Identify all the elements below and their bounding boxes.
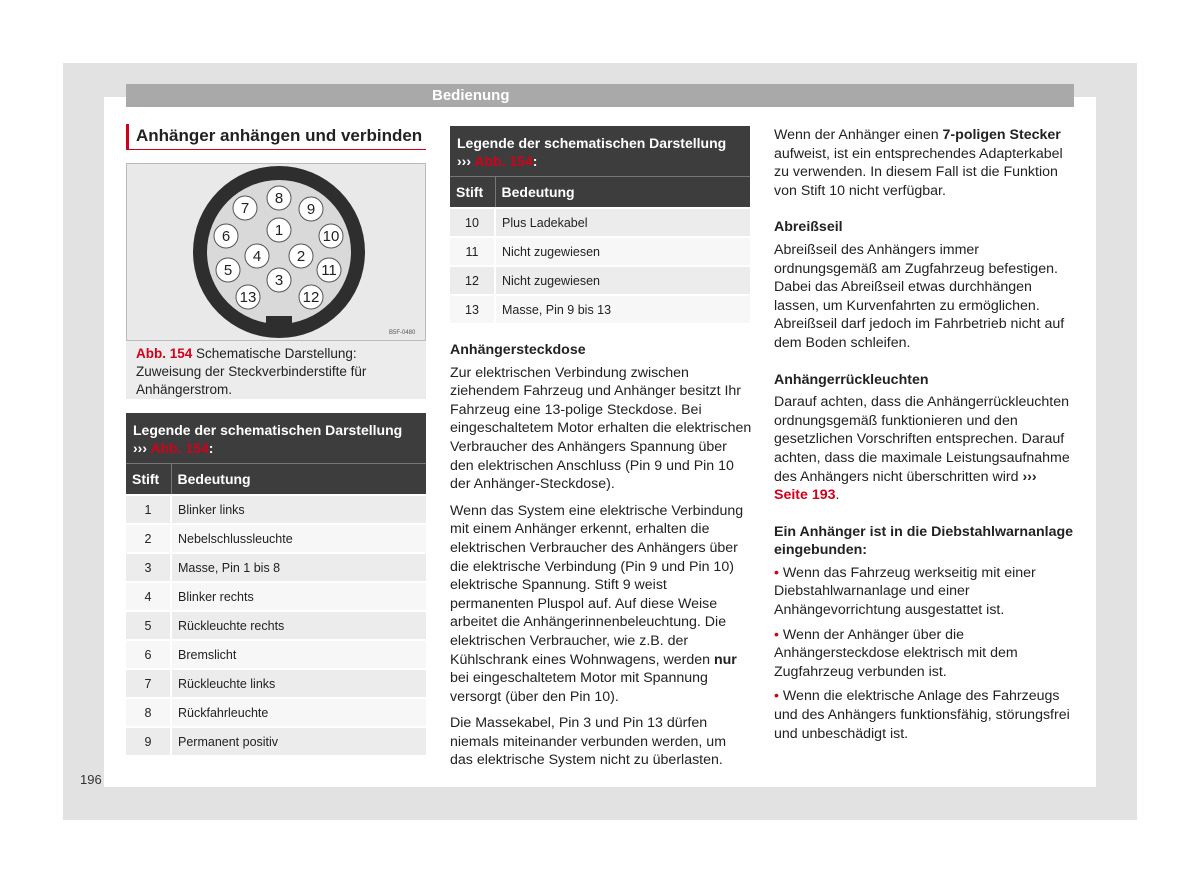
table-row — [450, 237, 750, 266]
pin-meaning: Plus Ladekabel — [495, 208, 750, 237]
pin-number: 1 — [126, 495, 171, 524]
pin-label: 3 — [274, 272, 284, 289]
pin-meaning: Permanent positiv — [171, 727, 426, 755]
col-bedeutung: Bedeutung — [495, 177, 750, 209]
legend-table-middle — [450, 126, 750, 323]
pin-number: 11 — [450, 237, 495, 266]
legend-ref-link[interactable]: Abb. 154 — [474, 153, 533, 169]
pin-number: 3 — [126, 553, 171, 582]
ref-arrow: ››› — [457, 153, 471, 169]
page-link-arrow[interactable]: ››› — [1022, 468, 1037, 485]
figure-code: B5F-0480 — [389, 330, 416, 336]
page-number: 196 — [80, 772, 102, 787]
pin-label: 12 — [302, 289, 320, 306]
pin-label: 6 — [221, 228, 231, 245]
figure-caption — [126, 341, 426, 399]
page-header — [126, 84, 1074, 107]
paragraph: Wenn das System eine elektrische Verbindung mit einem Anhänger erkennt, erhalten die elektrischen Verbraucher des Anhängers über die elektrische Verbindung (Pin 9 und Pin 10) elektrische Spannung. Stift 9 weist permanenten Pluspol auf. Auf diese Weise arbeitet die Anhängerinnenbeleuchtung. Die elektrischen Verbraucher, wie z.B. der Kühlschrank eines Wohnwagens, werden nur bei eingeschaltetem Motor mit Spannung versorgt (über den Pin 10). — [450, 502, 744, 705]
pin-label: 8 — [274, 190, 284, 207]
pin-meaning: Masse, Pin 9 bis 13 — [495, 295, 750, 323]
legend-title: Legende der schematischen Darstellung ››› Abb. 154: — [126, 413, 426, 464]
pin-meaning: Blinker rechts — [171, 582, 426, 611]
table-row — [450, 266, 750, 295]
pin-meaning: Blinker links — [171, 495, 426, 524]
connector-figure — [126, 163, 426, 341]
pin-label: 7 — [240, 200, 250, 217]
list-item: • Wenn die elektrische Anlage des Fahrzeugs und des Anhängers funktionsfähig, störungsfrei und unbeschädigt ist. — [774, 688, 1070, 742]
right-text-column — [774, 126, 1074, 749]
header-title: Bedienung — [432, 87, 510, 104]
pin-label: 10 — [322, 228, 340, 245]
paragraph: Abreißseil des Anhängers immer ordnungsgemäß am Zugfahrzeug befestigen. Dabei das Abreißseil etwas durchhängen lassen, um Kurvenfahrten zu ermöglichen. Abreißseil darf jedoch im Fahrbetrieb nicht auf dem Boden schleifen. — [774, 241, 1065, 351]
pin-number: 7 — [126, 669, 171, 698]
bullet-icon: • — [774, 626, 783, 643]
table-row — [450, 208, 750, 237]
table-row — [126, 611, 426, 640]
pin-meaning: Bremslicht — [171, 640, 426, 669]
col-stift: Stift — [450, 177, 495, 209]
pin-number: 12 — [450, 266, 495, 295]
pin-label: 2 — [296, 248, 306, 265]
pin-meaning: Rückleuchte links — [171, 669, 426, 698]
pin-number: 4 — [126, 582, 171, 611]
col-bedeutung: Bedeutung — [171, 464, 426, 496]
paragraph: Zur elektrischen Verbindung zwischen ziehendem Fahrzeug und Anhänger besitzt Ihr Fahrzeug eine 13-polige Steckdose. Bei eingeschaltetem Motor erhalten die elektrischen Verbraucher des Anhängers Spannung über den elektrischen Anschluss (Pin 9 und Pin 10 der Anhänger-Steckdose). — [450, 364, 752, 493]
pin-number: 13 — [450, 295, 495, 323]
pin-label: 4 — [252, 248, 262, 265]
bullet-icon: • — [774, 564, 783, 581]
list-item: • Wenn der Anhänger über die Anhängersteckdose elektrisch mit dem Zugfahrzeug verbunden ist. — [774, 626, 1018, 680]
pin-number: 8 — [126, 698, 171, 727]
connector-diagram — [127, 164, 425, 340]
heading-steckdose: Anhängersteckdose — [450, 342, 586, 358]
paragraph: Die Massekabel, Pin 3 und Pin 13 dürfen niemals miteinander verbunden werden, um das elektrische System nicht zu überlasten. — [450, 715, 727, 769]
pin-meaning: Nicht zugewiesen — [495, 266, 750, 295]
pin-number: 2 — [126, 524, 171, 553]
legend-title: Legende der schematischen Darstellung ››› Abb. 154: — [450, 126, 750, 177]
table-row — [126, 640, 426, 669]
table-row — [126, 582, 426, 611]
pin-meaning: Masse, Pin 1 bis 8 — [171, 553, 426, 582]
page-link[interactable]: Seite 193 — [774, 487, 836, 504]
pin-meaning: Nebelschlussleuchte — [171, 524, 426, 553]
heading-rueckleuchten: Anhängerrückleuchten — [774, 371, 929, 388]
heading-diebstahl: Ein Anhänger ist in die Diebstahlwarnanlage eingebunden: — [774, 523, 1074, 559]
table-row — [126, 727, 426, 755]
section-title: Anhänger anhängen und verbinden — [126, 124, 426, 150]
pin-label: 1 — [274, 222, 284, 239]
pin-meaning: Rückfahrleuchte — [171, 698, 426, 727]
table-row — [126, 698, 426, 727]
pin-number: 5 — [126, 611, 171, 640]
pin-label: 11 — [321, 262, 337, 279]
caption-text: Schematische Darstellung: Zuweisung der Steckverbinderstifte für Anhängerstrom. — [136, 346, 367, 397]
legend-ref-link[interactable]: Abb. 154 — [150, 440, 209, 456]
pin-number: 10 — [450, 208, 495, 237]
middle-text-column — [450, 341, 752, 778]
heading-abreissseil: Abreißseil — [774, 219, 843, 236]
pin-label: 5 — [223, 262, 233, 279]
paragraph: Darauf achten, dass die Anhängerrückleuchten ordnungsgemäß funktionieren und den gesetzlichen Vorschriften entsprechen. Darauf achten, dass die maximale Leistungsaufnahme des Anhängers nicht überschritten wird ››› Seite 193. — [774, 394, 1070, 504]
pin-number: 9 — [126, 727, 171, 755]
table-row — [126, 495, 426, 524]
pin-number: 6 — [126, 640, 171, 669]
pin-meaning: Nicht zugewiesen — [495, 237, 750, 266]
table-row — [126, 669, 426, 698]
paragraph: Wenn der Anhänger einen 7-poligen Stecker aufweist, ist ein entsprechendes Adapterkabel zu verwenden. In diesem Fall ist die Funktion von Stift 10 nicht verfügbar. — [774, 127, 1063, 199]
bullet-list — [774, 564, 1074, 743]
pin-label: 9 — [306, 201, 316, 218]
list-item: • Wenn das Fahrzeug werkseitig mit einer Diebstahlwarnanlage und einer Anhängevorrichtung ausgestattet ist. — [774, 564, 1036, 619]
caption-ref: Abb. 154 — [136, 346, 193, 361]
col-stift: Stift — [126, 464, 171, 496]
legend-table-left — [126, 413, 426, 755]
table-row — [126, 524, 426, 553]
pin-label: 13 — [239, 289, 257, 306]
table-row — [126, 553, 426, 582]
pin-meaning: Rückleuchte rechts — [171, 611, 426, 640]
ref-arrow: ››› — [133, 440, 147, 456]
bullet-icon: • — [774, 688, 783, 705]
table-row — [450, 295, 750, 323]
